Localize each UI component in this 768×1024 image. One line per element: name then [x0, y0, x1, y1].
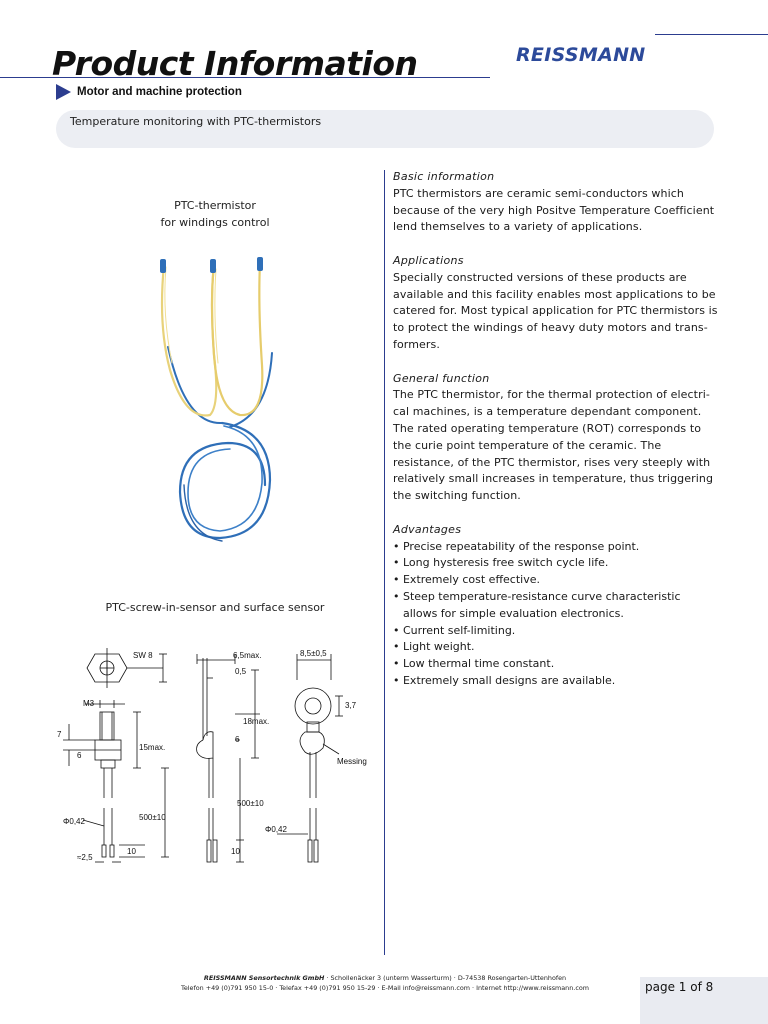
- footer-address: · Schollenäcker 3 (unterm Wasserturm) · D-74538 Rosengarten-Uttenhofen: [324, 974, 567, 982]
- advantages-title: Advantages: [393, 522, 462, 536]
- thermistor-caption: [110, 197, 320, 231]
- footer-contact-line: Telefon +49 (0)791 950 15-0 · Telefax +49 (0)791 950 15-29 · E-Mail info@reissmann.com · Internet http://www.reissmann.com: [181, 984, 589, 992]
- surface-sensor-tip: [197, 732, 213, 759]
- label-phi-a: Φ0,42: [63, 817, 85, 826]
- list-item: • Extremely cost effective.: [393, 573, 540, 587]
- applications-text: Specially constructed versions of these products are available and this facility enables most applications to be catered for. Most typical application for PTC thermistors is to protect the windings of heavy duty motors and trans-formers.: [393, 270, 718, 351]
- label-7: 7: [57, 730, 62, 739]
- label-2-5: ≈2,5: [77, 853, 93, 862]
- thermistor-caption-line1: PTC-thermistor: [174, 199, 256, 212]
- label-m3: M3: [83, 699, 95, 708]
- basic-info-title: Basic information: [393, 170, 495, 183]
- basic-info-section: [393, 169, 718, 236]
- company-logo: REISSMANN: [516, 44, 646, 66]
- section-label: Motor and machine protection: [77, 86, 242, 98]
- label-messing: Messing: [337, 757, 367, 766]
- advantages-section: [393, 522, 718, 690]
- basic-info-text: PTC thermistors are ceramic semi-conductors which because of the very high Positve Temperature Coefficient lend themselves to a variety of applications.: [393, 186, 715, 234]
- list-item: • Extremely small designs are available.: [393, 673, 616, 687]
- thermistor-caption-line2: for windings control: [160, 216, 270, 229]
- footer-address-line: [130, 973, 640, 983]
- arrow-right-icon: [56, 84, 71, 100]
- page-number-box: [640, 977, 768, 1024]
- page-number: page 1 of 8: [645, 980, 714, 994]
- advantages-list: [393, 539, 718, 690]
- list-item: • Steep temperature-resistance curve characteristic allows for simple evaluation electronics.: [393, 589, 681, 620]
- sensor-caption: PTC-screw-in-sensor and surface sensor: [105, 601, 325, 614]
- label-6-5max: 6,5max.: [233, 651, 262, 660]
- general-function-section: [393, 371, 718, 505]
- label-15max: 15max.: [139, 743, 166, 752]
- general-function-text: The PTC thermistor, for the thermal protection of electri-cal machines, is a temperature dependant component. The rated operating temperature (ROT) corresponds to the curie point temperature of the ceramic. The resistance, of the PTC thermistor, rises very steeply with relatively small increases in temperature, thus triggering the switching function.: [393, 388, 714, 503]
- label-500b: 500±10: [237, 799, 264, 808]
- label-6b: 6: [235, 735, 240, 744]
- label-8-5: 8,5±0,5: [300, 649, 327, 658]
- header-rule-right: [655, 34, 768, 35]
- topic-banner: [56, 110, 714, 148]
- label-10b: 10: [231, 847, 240, 856]
- label-500a: 500±10: [139, 813, 166, 822]
- page-footer: [130, 973, 640, 993]
- list-item: • Precise repeatability of the response point.: [393, 539, 640, 553]
- label-18max: 18max.: [243, 717, 270, 726]
- list-item: • Current self-limiting.: [393, 623, 516, 637]
- applications-title: Applications: [393, 253, 464, 267]
- list-item: • Light weight.: [393, 640, 475, 654]
- label-0-5: 0,5: [235, 667, 247, 676]
- label-phi-b: Φ0,42: [265, 825, 287, 834]
- page-title: Product Information: [52, 44, 418, 83]
- footer-company: REISSMANN Sensortechnik GmbH: [203, 974, 325, 982]
- sensor-technical-drawing: [55, 640, 385, 880]
- general-function-title: General function: [393, 371, 490, 385]
- label-10a: 10: [127, 847, 136, 856]
- applications-section: [393, 253, 718, 354]
- ring-sensor-body: [300, 732, 324, 754]
- info-column: [393, 169, 718, 707]
- list-item: • Long hysteresis free switch cycle life.: [393, 556, 609, 570]
- section-nav: [56, 84, 242, 100]
- ring-terminal-outer: [295, 688, 331, 724]
- label-6a: 6: [77, 751, 82, 760]
- label-sw8: SW 8: [133, 651, 153, 660]
- list-item: • Low thermal time constant.: [393, 657, 555, 671]
- thermistor-photo: [140, 255, 310, 555]
- topic-banner-text: Temperature monitoring with PTC-thermistors: [70, 115, 322, 128]
- label-3-7: 3,7: [345, 701, 357, 710]
- ring-terminal-hole: [305, 698, 321, 714]
